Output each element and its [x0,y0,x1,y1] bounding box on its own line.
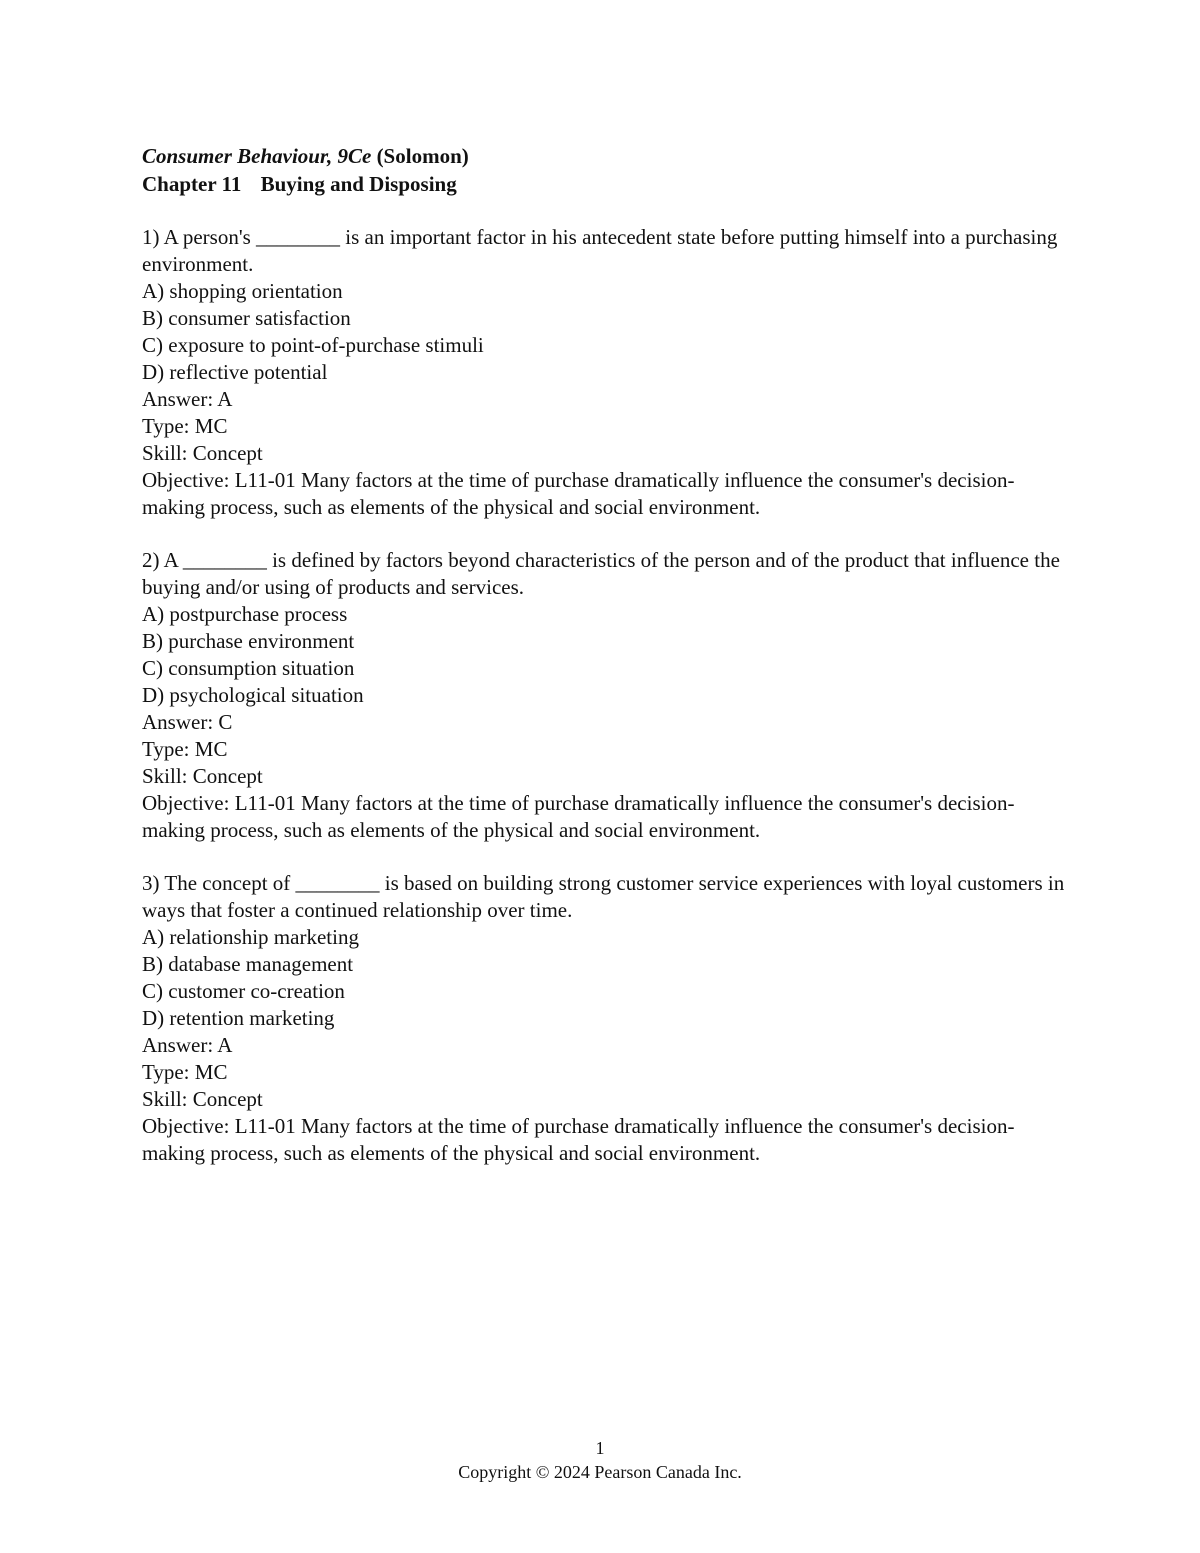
book-author: (Solomon) [376,144,469,168]
page-number: 1 [595,1438,605,1458]
chapter-title: Buying and Disposing [260,172,457,196]
answer-option: D) retention marketing [142,1006,335,1030]
question-block [142,224,1072,521]
answer-option: D) reflective potential [142,360,328,384]
question-objective: Objective: L11-01 Many factors at the time of purchase dramatically influence the consumer's decision-making process, such as elements of the physical and social environment. [142,468,1015,519]
copyright-notice: Copyright © 2024 Pearson Canada Inc. [458,1462,742,1482]
answer-option: A) postpurchase process [142,602,348,626]
question-objective: Objective: L11-01 Many factors at the time of purchase dramatically influence the consumer's decision-making process, such as elements of the physical and social environment. [142,791,1015,842]
book-title-line [142,142,1072,170]
question-type: Type: MC [142,737,228,761]
question-stem: 2) A ________ is defined by factors beyond characteristics of the person and of the product that influence the buying and/or using of products and services. [142,548,1060,599]
question-type: Type: MC [142,1060,228,1084]
question-skill: Skill: Concept [142,441,263,465]
answer-option: C) exposure to point-of-purchase stimuli [142,333,484,357]
answer-option: B) purchase environment [142,629,355,653]
question-block [142,547,1072,844]
correct-answer: Answer: A [142,387,233,411]
correct-answer: Answer: A [142,1033,233,1057]
book-title: Consumer Behaviour, 9Ce [142,144,372,168]
answer-option: C) consumption situation [142,656,355,680]
answer-option: B) consumer satisfaction [142,306,351,330]
question-skill: Skill: Concept [142,1087,263,1111]
answer-option: C) customer co-creation [142,979,345,1003]
answer-option: D) psychological situation [142,683,364,707]
question-objective: Objective: L11-01 Many factors at the time of purchase dramatically influence the consumer's decision-making process, such as elements of the physical and social environment. [142,1114,1015,1165]
question-skill: Skill: Concept [142,764,263,788]
document-body [142,142,1072,1167]
chapter-label: Chapter 11 [142,172,242,196]
question-block [142,870,1072,1167]
answer-option: A) shopping orientation [142,279,343,303]
correct-answer: Answer: C [142,710,233,734]
answer-option: B) database management [142,952,354,976]
question-type: Type: MC [142,414,228,438]
chapter-heading [142,170,1072,198]
question-stem: 3) The concept of ________ is based on building strong customer service experiences with loyal customers in ways that foster a continued relationship over time. [142,871,1065,922]
answer-option: A) relationship marketing [142,925,359,949]
question-stem: 1) A person's ________ is an important factor in his antecedent state before putting himself into a purchasing environment. [142,225,1058,276]
